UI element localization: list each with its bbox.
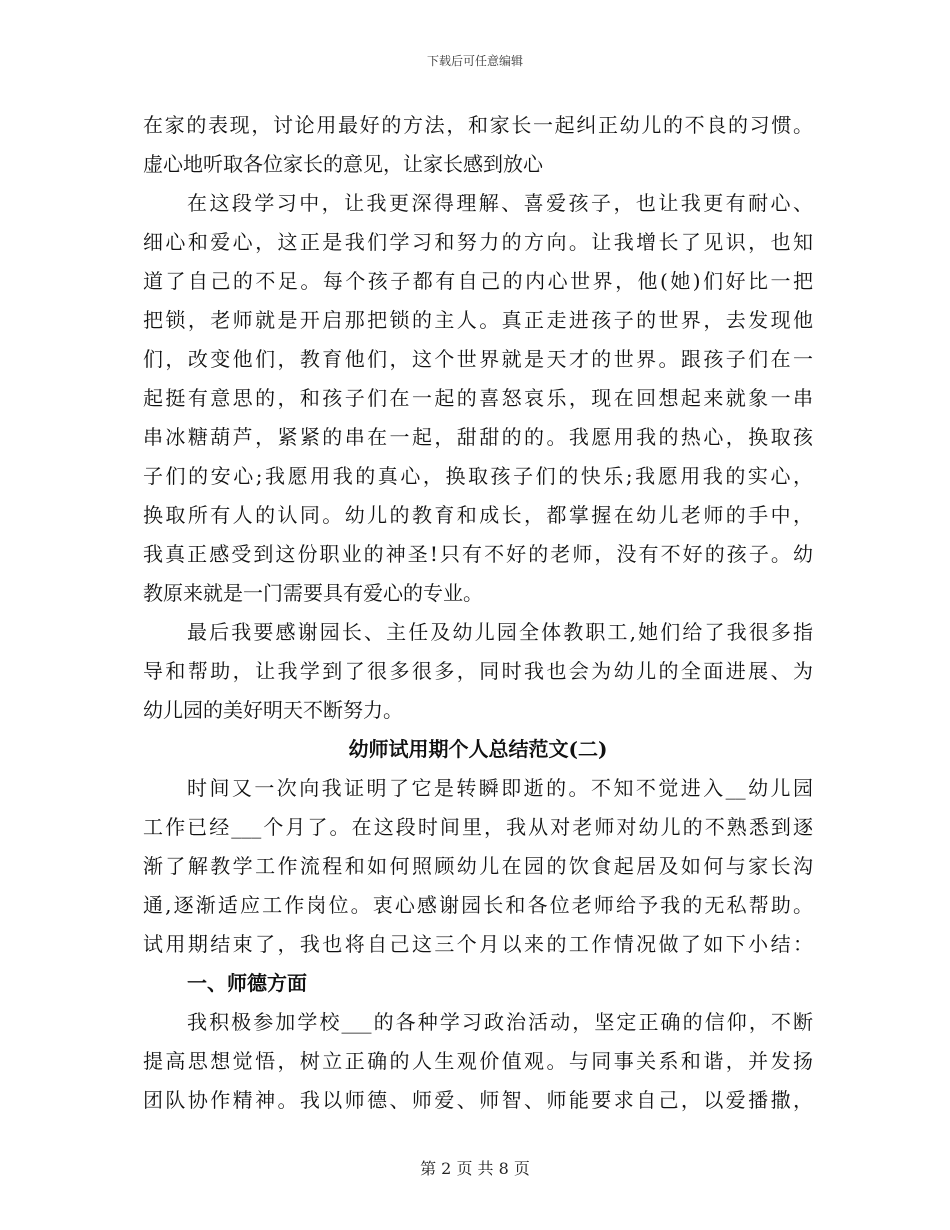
body-text-line: 细心和爱心，这正是我们学习和努力的方向。让我增长了见识，也知 — [143, 230, 813, 254]
body-text-line: 我真正感受到这份职业的神圣!只有不好的老师，没有不好的孩子。幼 — [143, 542, 813, 566]
body-text-line: 子们的安心;我愿用我的真心，换取孩子们的快乐;我愿用我的实心， — [143, 464, 813, 488]
body-text-line: 换取所有人的认同。幼儿的教育和成长，都掌握在幼儿老师的手中， — [143, 503, 813, 527]
body-text-line: 最后我要感谢园长、主任及幼儿园全体教职工,她们给了我很多指 — [187, 620, 813, 644]
body-text-line: 虚心地听取各位家长的意见，让家长感到放心 — [143, 152, 543, 176]
body-text-line: 串冰糖葫芦，紧紧的串在一起，甜甜的的。我愿用我的热心，换取孩 — [143, 425, 813, 449]
document-body — [143, 106, 813, 1120]
body-text-line: 导和帮助，让我学到了很多很多，同时我也会为幼儿的全面进展、为 — [143, 659, 813, 683]
section-heading: 一、师德方面 — [187, 971, 307, 995]
body-text-line: 起挺有意思的，和孩子们在一起的喜怒哀乐，现在回想起来就象一串 — [143, 386, 813, 410]
body-text-line: 把锁，老师就是开启那把锁的主人。真正走进孩子的世界，去发现他 — [143, 308, 813, 332]
body-text-line: 幼儿园的美好明天不断努力。 — [143, 698, 403, 722]
body-text-line: 渐了解教学工作流程和如何照顾幼儿在园的饮食起居及如何与家长沟 — [143, 854, 813, 878]
body-text-line: 工作已经___个月了。在这段时间里，我从对老师对幼儿的不熟悉到逐 — [143, 815, 813, 839]
body-text-line: 时间又一次向我证明了它是转瞬即逝的。不知不觉进入__幼儿园 — [187, 776, 813, 800]
body-text-line: 我积极参加学校___的各种学习政治活动，坚定正确的信仰，不断 — [187, 1010, 813, 1034]
page-header-note: 下载后可任意编辑 — [426, 54, 523, 68]
section-title: 幼师试用期个人总结范文(二) — [348, 737, 608, 761]
body-text-line: 提高思想觉悟，树立正确的人生观价值观。与同事关系和谐，并发扬 — [143, 1049, 813, 1073]
body-text-line: 通,逐渐适应工作岗位。衷心感谢园长和各位老师给予我的无私帮助。 — [143, 893, 813, 917]
body-text-line: 教原来就是一门需要具有爱心的专业。 — [143, 581, 483, 605]
page-number-footer: 第 2 页 共 8 页 — [420, 1159, 530, 1178]
body-text-line: 在这段学习中，让我更深得理解、喜爱孩子，也让我更有耐心、 — [187, 191, 813, 215]
body-text-line: 道了自己的不足。每个孩子都有自己的内心世界，他(她)们好比一把 — [143, 269, 813, 293]
body-text-line: 试用期结束了，我也将自己这三个月以来的工作情况做了如下小结： — [143, 932, 813, 956]
body-text-line: 团队协作精神。我以师德、师爱、师智、师能要求自己，以爱播撒， — [143, 1088, 813, 1112]
body-text-line: 们，改变他们，教育他们，这个世界就是天才的世界。跟孩子们在一 — [143, 347, 813, 371]
body-text-line: 在家的表现，讨论用最好的方法，和家长一起纠正幼儿的不良的习惯。 — [143, 113, 813, 137]
